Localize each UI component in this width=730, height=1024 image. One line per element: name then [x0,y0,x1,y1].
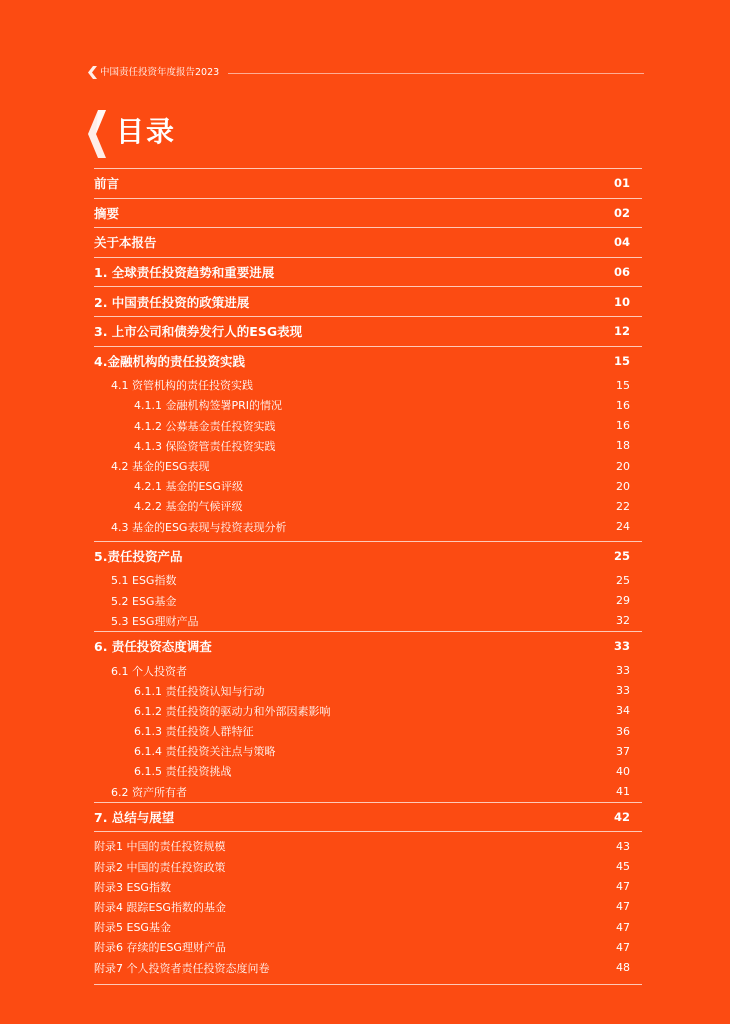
toc-subentry[interactable] [94,570,642,590]
toc-page: 06 [613,265,630,280]
toc-label: 附录3 ESG指数 [94,880,171,894]
toc-page: 25 [613,548,630,563]
toc-page: 22 [616,499,630,513]
toc-subentry[interactable] [94,611,642,631]
toc-appendix-entry[interactable] [94,957,642,977]
toc-entry-chapter-6[interactable] [94,632,642,661]
toc-page: 29 [616,594,630,608]
toc-subentry[interactable] [94,456,642,476]
page-title: 目录 [116,115,177,148]
toc-page: 47 [616,920,630,934]
toc-appendix-entry[interactable] [94,836,642,856]
header-rule [228,73,644,74]
toc-page: 34 [616,704,630,718]
toc-label: 6.1.2 责任投资的驱动力和外部因素影响 [134,704,331,718]
toc-subentry[interactable] [94,476,642,496]
toc-page: 16 [616,419,630,433]
toc-label: 6.1.5 责任投资挑战 [134,765,232,779]
toc-subentry[interactable] [94,395,642,415]
toc-label: 附录4 跟踪ESG指数的基金 [94,900,226,914]
toc-page: 33 [613,639,630,654]
toc-page: 25 [616,573,630,587]
toc-appendix-entry[interactable] [94,897,642,917]
toc-subentry[interactable] [94,681,642,701]
toc-page: 45 [616,860,630,874]
toc-label: 4.2.1 基金的ESG评级 [134,480,243,494]
toc-label: 4.1.2 公募基金责任投资实践 [134,419,276,433]
table-of-contents [94,168,642,985]
toc-entry-chapter-4[interactable] [94,347,642,376]
toc-page: 33 [616,684,630,698]
toc-label: 前言 [94,176,120,192]
toc-entry-about[interactable] [94,228,642,257]
toc-page: 01 [613,176,630,191]
toc-page: 32 [616,614,630,628]
toc-entry-preface[interactable] [94,169,642,198]
toc-label: 5.责任投资产品 [94,548,183,564]
toc-label: 4.1.3 保险资管责任投资实践 [134,439,276,453]
toc-subentry[interactable] [94,436,642,456]
toc-label: 6.1.3 责任投资人群特征 [134,725,254,739]
toc-label: 附录1 中国的责任投资规模 [94,840,226,854]
brand-chevron-icon [88,66,97,79]
toc-label: 附录5 ESG基金 [94,921,171,935]
toc-page: 47 [616,880,630,894]
toc-subentry[interactable] [94,590,642,610]
toc-subentry[interactable] [94,416,642,436]
toc-subentry[interactable] [94,516,642,536]
toc-label: 摘要 [94,205,120,221]
divider [94,984,642,985]
report-name: 中国责任投资年度报告2023 [100,67,220,78]
toc-page: 20 [616,459,630,473]
toc-label: 5.1 ESG指数 [111,574,177,588]
toc-appendix-entry[interactable] [94,877,642,897]
toc-entry-chapter-1[interactable] [94,258,642,287]
toc-label: 5.2 ESG基金 [111,594,177,608]
toc-page: 43 [616,839,630,853]
toc-page: 36 [616,724,630,738]
toc-page: 42 [613,810,630,825]
toc-label: 6.1 个人投资者 [111,664,187,678]
toc-appendix-entry[interactable] [94,857,642,877]
toc-page: 47 [616,900,630,914]
toc-label: 关于本报告 [94,235,157,251]
toc-page: 15 [616,378,630,392]
toc-subentry[interactable] [94,741,642,761]
toc-entry-chapter-7[interactable] [94,803,642,832]
toc-page: 04 [613,235,630,250]
toc-subentry[interactable] [94,660,642,680]
toc-label: 附录6 存续的ESG理财产品 [94,941,226,955]
toc-subentry[interactable] [94,701,642,721]
toc-label: 7. 总结与展望 [94,810,175,826]
toc-label: 4.2 基金的ESG表现 [111,460,210,473]
toc-label: 4.金融机构的责任投资实践 [94,353,245,369]
toc-page: 37 [616,744,630,758]
toc-page: 15 [613,353,630,368]
toc-page: 16 [616,398,630,412]
brand-chevron-icon [88,110,106,158]
toc-page: 47 [616,940,630,954]
toc-appendix-entry[interactable] [94,937,642,957]
running-header [88,64,644,82]
toc-label: 附录7 个人投资者责任投资态度问卷 [94,961,270,975]
toc-label: 1. 全球责任投资趋势和重要进展 [94,265,275,281]
toc-entry-chapter-5[interactable] [94,542,642,571]
toc-label: 6.1.1 责任投资认知与行动 [134,684,265,698]
toc-page: 10 [613,294,630,309]
toc-page: 33 [616,664,630,677]
toc-label: 6.1.4 责任投资关注点与策略 [134,745,276,759]
toc-label: 4.2.2 基金的气候评级 [134,500,243,514]
toc-label: 5.3 ESG理财产品 [111,614,199,628]
toc-label: 6. 责任投资态度调查 [94,639,212,655]
toc-entry-chapter-3[interactable] [94,317,642,346]
toc-label: 3. 上市公司和债券发行人的ESG表现 [94,324,303,340]
toc-entry-chapter-2[interactable] [94,287,642,316]
toc-subentry[interactable] [94,761,642,781]
toc-page: 12 [613,324,630,339]
toc-subentry[interactable] [94,721,642,741]
toc-subentry[interactable] [94,496,642,516]
toc-entry-summary[interactable] [94,199,642,228]
toc-label: 2. 中国责任投资的政策进展 [94,294,250,310]
toc-label: 4.1.1 金融机构签署PRI的情况 [134,399,283,413]
toc-page: 40 [616,764,630,778]
toc-label: 附录2 中国的责任投资政策 [94,860,226,874]
toc-label: 4.1 资管机构的责任投资实践 [111,379,253,393]
toc-page: 41 [616,785,630,799]
toc-label: 6.2 资产所有者 [111,785,187,799]
toc-subentry[interactable] [94,375,642,395]
toc-page: 20 [616,479,630,493]
toc-subentry[interactable] [94,782,642,802]
toc-label: 4.3 基金的ESG表现与投资表现分析 [111,520,287,534]
toc-page: 48 [616,961,630,975]
toc-appendix-entry[interactable] [94,917,642,937]
toc-page: 18 [616,439,630,453]
toc-page: 02 [613,205,630,220]
toc-page: 24 [616,520,630,534]
